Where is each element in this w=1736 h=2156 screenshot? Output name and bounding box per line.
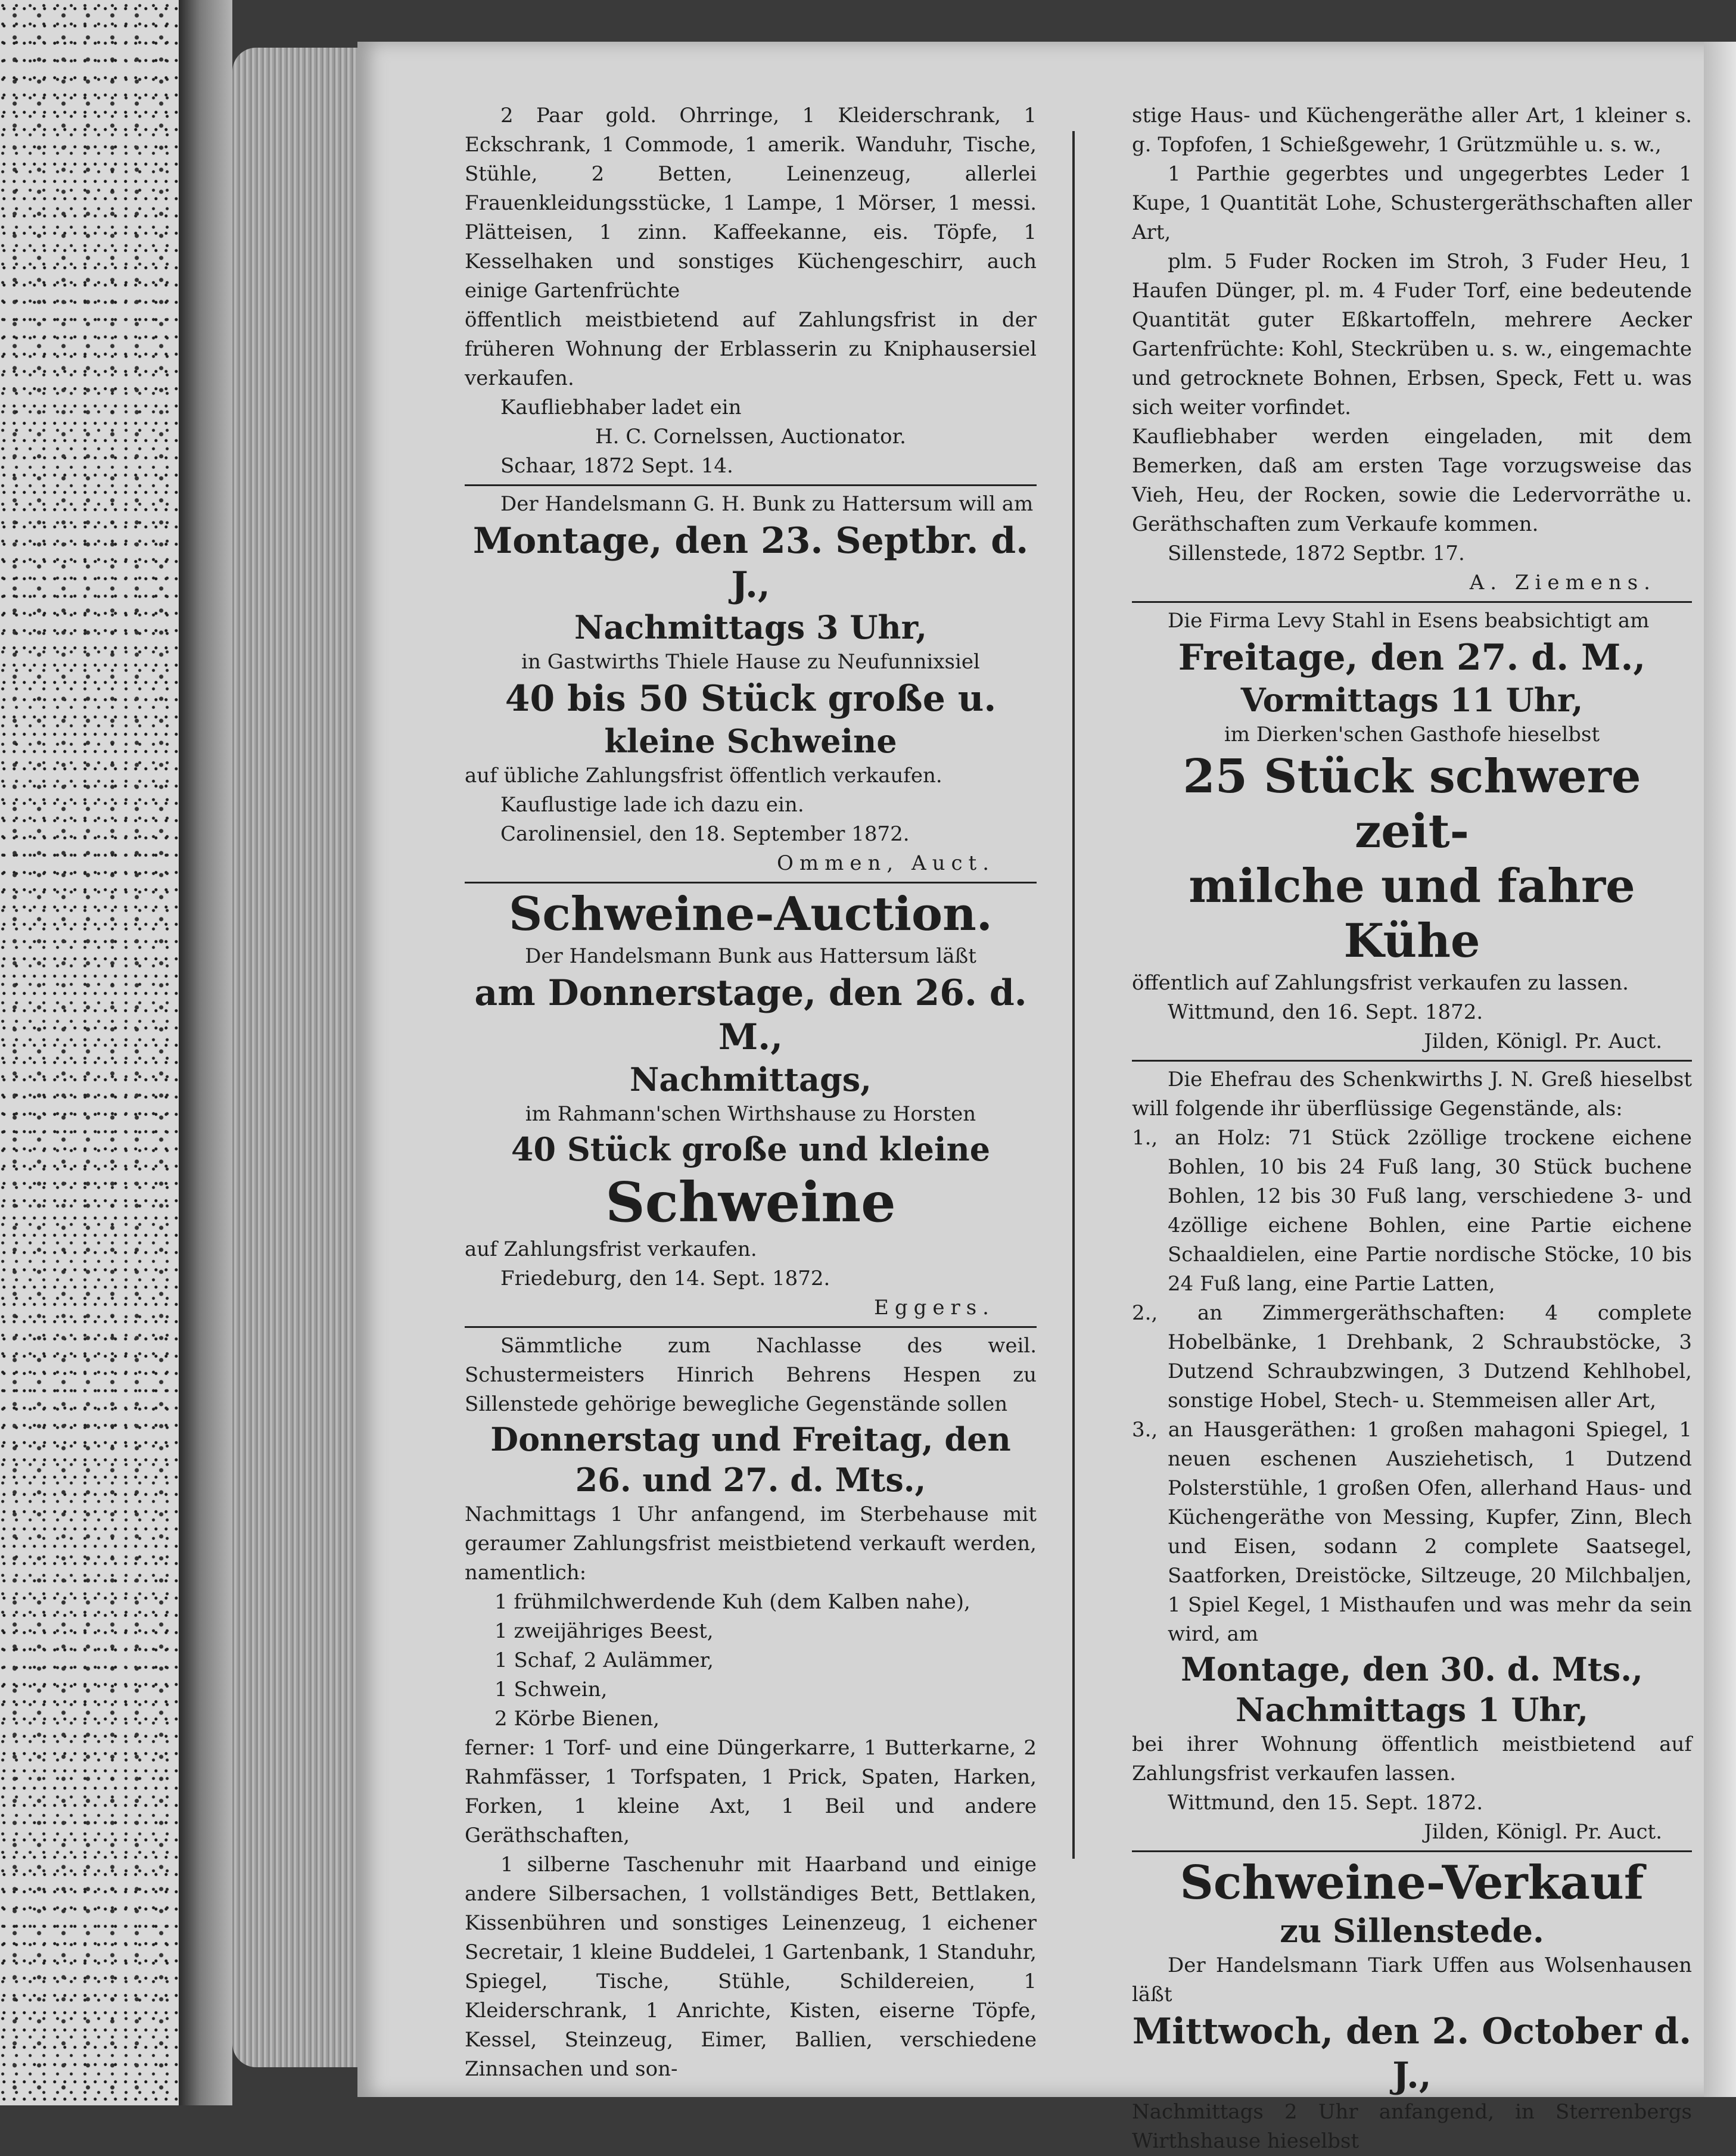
ad-day: Montage, den 30. d. Mts., [1181, 1650, 1643, 1688]
ad-goods: 40 Stück große und kleine [511, 1130, 991, 1168]
ad-invite: Kaufliebhaber ladet ein [500, 396, 742, 419]
separator [465, 1326, 1037, 1328]
ad-notice: Kaufliebhaber werden eingeladen, mit dem Bemerken, daß am ersten Tage vorzugsweise das Vieh, Heu, der Rocken, sowie die Ledervorräthe u. Geräthschaften zum Verkaufe kommen. [1132, 425, 1692, 536]
ad-subtitle: zu Sillenstede. [1280, 1912, 1544, 1950]
ad-terms: bei ihrer Wohnung öffentlich meistbietend auf Zahlungsfrist verkaufen lassen. [1132, 1732, 1692, 1785]
ad-pig-auction [465, 887, 1037, 1323]
ad-day: am Donnerstage, den 26. d. M., [474, 972, 1027, 1058]
list-item: 1 Schwein, [494, 1678, 608, 1701]
separator [1132, 1060, 1692, 1062]
ad-terms: Nachmittags 1 Uhr anfangend, im Sterbehause mit geraumer Zahlungsfrist meistbietend verkauft werden, namentlich: [465, 1502, 1037, 1585]
ad-terms: öffentlich auf Zahlungsfrist verkaufen zu lassen. [1132, 971, 1629, 995]
ad-text: ferner: 1 Torf- und eine Düngerkarre, 1 Butterkarne, 2 Rahmfässer, 1 Torfspaten, 1 Prick, Spaten, Harken, Forken, 1 kleine Axt, 1 Beil und andere Geräthschaften, [465, 1736, 1037, 1847]
list-item: 1 frühmilchwerdende Kuh (dem Kalben nahe), [494, 1590, 970, 1614]
ad-goods: kleine Schweine [604, 722, 897, 760]
ad-signer: Eggers. [874, 1296, 995, 1320]
ad-location: im Rahmann'schen Wirthshause zu Horsten [525, 1102, 976, 1126]
ad-title: Schweine-Verkauf [1180, 1856, 1644, 1910]
ad-time: Nachmittags, [630, 1060, 872, 1099]
list-item: 2 Körbe Bienen, [494, 1707, 660, 1731]
list-item: 1., an Holz: 71 Stück 2zöllige trockene eichene Bohlen, 10 bis 24 Fuß lang, 30 Stück buchene Bohlen, 12 bis 30 Fuß lang, verschiedene 3- und 4zöllige eichene Bohlen, eine Partie eichene Schaaldielen, eine Partie nordische Stöcke, 10 bis 24 Fuß lang, eine Partie Latten, [1132, 1126, 1692, 1296]
ad-estate-sale [465, 101, 1037, 481]
ad-text: 1 Parthie gegerbtes und ungegerbtes Leder 1 Kupe, 1 Quantität Lohe, Schustergeräthschaften aller Art, [1132, 162, 1692, 244]
ad-time: Nachmittags 1 Uhr, [1235, 1691, 1589, 1729]
ad-place-date: Sillenstede, 1872 Septbr. 17. [1168, 542, 1465, 565]
ad-day: Mittwoch, den 2. October d. J., [1132, 2011, 1692, 2096]
ad-intro: Die Firma Levy Stahl in Esens beabsichtigt am [1168, 609, 1650, 633]
ad-signer: Jilden, Königl. Pr. Auct. [1424, 1820, 1662, 1844]
ad-goods: milche und fahre Kühe [1189, 859, 1635, 968]
list-item: 1 Schaf, 2 Aulämmer, [494, 1648, 714, 1672]
ad-place-date: Carolinensiel, den 18. September 1872. [500, 822, 910, 846]
ad-day: Donnerstag und Freitag, den [490, 1420, 1011, 1458]
ad-intro: Der Handelsmann G. H. Bunk zu Hattersum will am [500, 492, 1034, 516]
separator [465, 484, 1037, 486]
ad-text: öffentlich meistbietend auf Zahlungsfrist in der früheren Wohnung der Erblasserin zu Kniphausersiel verkaufen. [465, 308, 1037, 390]
ad-day: 26. und 27. d. Mts., [575, 1461, 926, 1499]
ad-day: Montage, den 23. Septbr. d. J., [472, 520, 1029, 606]
ad-goods: 40 bis 50 Stück große u. [505, 678, 997, 720]
book-spine [179, 0, 232, 2105]
ad-pig-sale-1 [465, 490, 1037, 878]
list-item: 1 zweijähriges Beest, [494, 1619, 714, 1643]
ad-signer: Ommen, Auct. [777, 851, 995, 875]
page-right-edge [1704, 42, 1736, 2097]
ad-cow-sale [1132, 606, 1692, 1056]
ad-intro: Sämmtliche zum Nachlasse des weil. Schustermeisters Hinrich Behrens Hespen zu Sillenstede gehörige bewegliche Gegenstände sollen [465, 1334, 1037, 1416]
separator [1132, 1850, 1692, 1852]
ad-text: plm. 5 Fuder Rocken im Stroh, 3 Fuder Heu, 1 Haufen Dünger, pl. m. 4 Fuder Torf, eine bedeutende Quantität guter Eßkartoffeln, mehrere Aecker Gartenfrüchte: Kohl, Steckrüben u. s. w., eingemachte und getrocknete Bohnen, Erbsen, Speck, Fett u. was sich weiter vorfindet. [1132, 250, 1692, 419]
page-margin-speckle [0, 0, 179, 2105]
ad-text: 1 silberne Taschenuhr mit Haarband und einige andere Silbersachen, 1 vollständiges Bett, Bettlaken, Kissenbühren und sonstiges Leinenzeug, 1 eichener Secretair, 1 kleine Buddelei, 1 Gartenbank, 1 Standuhr, Spiegel, Tische, Stühle, Schildereien, 1 Kleiderschrank, 1 Anrichte, Kisten, eiserne Töpfe, Kessel, Steinzeug, Eimer, Ballien, verschiedene Zinnsachen und son- [465, 1853, 1037, 2081]
ad-title: Schweine-Auction. [509, 887, 993, 941]
ad-place-date: Schaar, 1872 Sept. 14. [500, 454, 733, 478]
ad-signer: A. Ziemens. [1469, 571, 1656, 595]
ad-place-date: Wittmund, den 16. Sept. 1872. [1168, 1000, 1483, 1024]
ad-goods: 25 Stück schwere zeit- [1183, 749, 1641, 858]
ad-estate-auction [465, 1331, 1037, 2084]
ad-invite: Kauflustige lade ich dazu ein. [500, 793, 804, 817]
ad-text: 2 Paar gold. Ohrringe, 1 Kleiderschrank, 1 Eckschrank, 1 Commode, 1 amerik. Wanduhr, Tische, Stühle, 2 Betten, Leinenzeug, allerlei Frauenkleidungsstücke, 1 Lampe, 1 Mörser, 1 messi. Plätteisen, 1 zinn. Kaffeekanne, eis. Töpfe, 1 Kesselhaken und sonstiges Küchengeschirr, auch einige Gartenfrüchte [465, 104, 1037, 303]
column-divider [1072, 131, 1075, 1859]
ad-household-sale [1132, 1065, 1692, 1847]
ad-intro: Der Handelsmann Bunk aus Hattersum läßt [525, 944, 976, 968]
ad-time: Vormittags 11 Uhr, [1240, 681, 1583, 719]
ad-time: Nachmittags 3 Uhr, [574, 608, 928, 646]
left-column [465, 101, 1037, 2084]
ad-text: stige Haus- und Küchengeräthe aller Art, 1 kleiner s. g. Topfofen, 1 Schießgewehr, 1 Grützmühle u. s. w., [1132, 104, 1692, 157]
ad-terms: auf Zahlungsfrist verkaufen. [465, 1237, 757, 1261]
ad-auctioneer: H. C. Cornelssen, Auctionator. [595, 425, 906, 449]
list-item: 2., an Zimmergeräthschaften: 4 complete Hobelbänke, 1 Drehbank, 2 Schraubstöcke, 3 Dutzend Schraubzwingen, 3 Dutzend Kehlhobel, sonstige Hobel, Stech- u. Stemmeisen aller Art, [1132, 1301, 1692, 1413]
ad-location: in Gastwirths Thiele Hause zu Neufunnixsiel [521, 650, 980, 674]
ad-location: im Dierken'schen Gasthofe hieselbst [1224, 723, 1600, 746]
ad-day: Freitage, den 27. d. M., [1178, 637, 1646, 679]
ad-terms: Nachmittags 2 Uhr anfangend, in Sterrenbergs Wirthshause hieselbst [1132, 2100, 1692, 2153]
ad-goods: Schweine [605, 1170, 896, 1234]
right-column [1132, 101, 1692, 2156]
ad-intro: Die Ehefrau des Schenkwirths J. N. Greß hieselbst will folgende ihr überflüssige Gegenstände, als: [1132, 1068, 1692, 1121]
ad-signer: Jilden, Königl. Pr. Auct. [1424, 1029, 1662, 1053]
ad-place-date: Wittmund, den 15. Sept. 1872. [1168, 1791, 1483, 1815]
separator [465, 882, 1037, 883]
list-item: 3., an Hausgeräthen: 1 großen mahagoni Spiegel, 1 neuen eschenen Ausziehetisch, 1 Dutzend Polsterstühle, 1 großen Ofen, allerhand Haus- und Küchengeräthe von Messing, Kupfer, Zinn, Blech und Eisen, sodann 2 complete Saatsegel, Saatforken, Dreistöcke, Siltzeuge, 20 Milchbaljen, 1 Spiel Kegel, 1 Misthaufen und was mehr da sein wird, am [1132, 1418, 1692, 1646]
ad-terms: auf übliche Zahlungsfrist öffentlich verkaufen. [465, 764, 942, 788]
ad-estate-auction-continued [1132, 101, 1692, 598]
ad-pig-sale-2 [1132, 1856, 1692, 2156]
separator [1132, 601, 1692, 603]
ad-intro: Der Handelsmann Tiark Uffen aus Wolsenhausen läßt [1132, 1953, 1692, 2006]
ad-place-date: Friedeburg, den 14. Sept. 1872. [500, 1267, 830, 1290]
